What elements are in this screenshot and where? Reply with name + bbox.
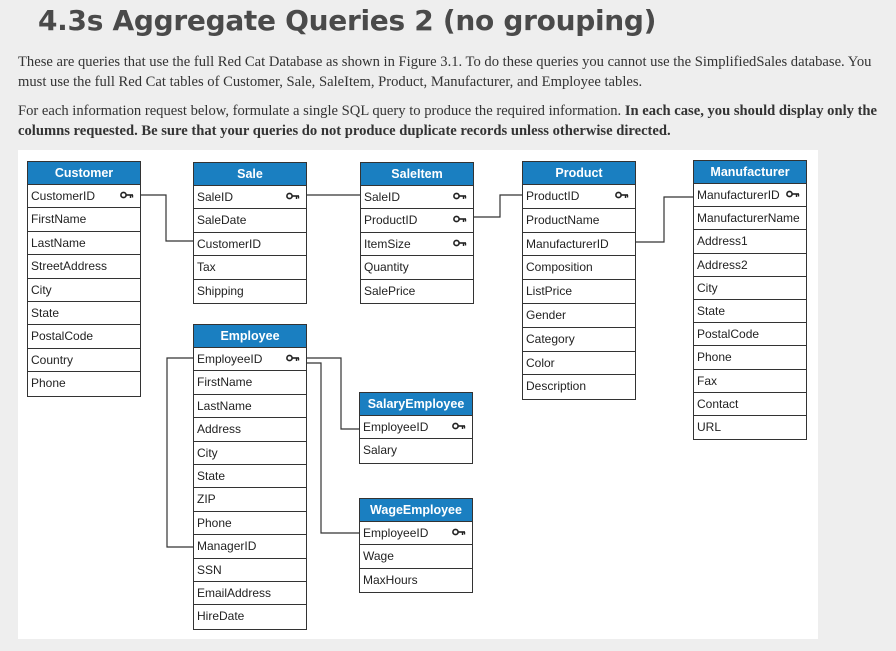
instructions-text: For each information request below, formulate a single SQL query to produce the required information. bbox=[18, 103, 625, 119]
field-name: Country bbox=[31, 352, 74, 367]
field-row bbox=[360, 416, 472, 439]
key-icon bbox=[120, 185, 134, 207]
field-name: ManufacturerID bbox=[526, 236, 609, 251]
field-name: SaleID bbox=[197, 190, 234, 204]
field-row bbox=[28, 255, 140, 278]
field-row bbox=[28, 208, 140, 231]
field-name: ManufacturerName bbox=[697, 211, 800, 226]
field-name: State bbox=[697, 303, 726, 318]
field-name: ZIP bbox=[197, 492, 216, 507]
field-name: URL bbox=[697, 419, 722, 434]
field-name: Color bbox=[526, 355, 555, 370]
table-manufacturer bbox=[693, 160, 807, 440]
field-row bbox=[28, 302, 140, 325]
key-icon bbox=[286, 186, 300, 208]
field-name: SaleDate bbox=[197, 213, 247, 228]
field-name: StreetAddress bbox=[31, 259, 108, 274]
field-name: Salary bbox=[363, 443, 398, 458]
table-customer bbox=[27, 161, 141, 397]
table-salaryemployee bbox=[359, 392, 473, 464]
table-header: WageEmployee bbox=[360, 499, 472, 522]
field-row bbox=[28, 349, 140, 372]
field-name: SSN bbox=[197, 562, 222, 577]
field-row bbox=[694, 207, 806, 230]
field-row bbox=[194, 488, 306, 511]
field-name: Category bbox=[526, 331, 575, 346]
field-row bbox=[523, 185, 635, 209]
field-name: Phone bbox=[31, 376, 66, 391]
field-row bbox=[694, 416, 806, 439]
field-name: Phone bbox=[197, 515, 232, 530]
field-name: ListPrice bbox=[526, 284, 573, 299]
field-row bbox=[194, 371, 306, 394]
field-name: State bbox=[31, 305, 60, 320]
field-row bbox=[360, 569, 472, 592]
field-row bbox=[194, 418, 306, 441]
field-name: EmployeeID bbox=[197, 352, 263, 366]
field-row bbox=[194, 512, 306, 535]
field-name: Composition bbox=[526, 260, 593, 275]
field-row bbox=[523, 209, 635, 233]
table-header: Employee bbox=[194, 325, 306, 348]
rel-employee-salary bbox=[307, 358, 359, 429]
field-row bbox=[360, 522, 472, 545]
field-row bbox=[694, 230, 806, 253]
field-name: Quantity bbox=[364, 260, 409, 275]
field-name: Gender bbox=[526, 307, 567, 322]
field-row bbox=[360, 439, 472, 462]
field-name: Description bbox=[526, 379, 587, 394]
instructions-paragraph bbox=[18, 101, 886, 141]
rel-customer-sale bbox=[141, 195, 194, 241]
field-row bbox=[694, 277, 806, 300]
field-name: City bbox=[697, 280, 718, 295]
field-row bbox=[28, 232, 140, 255]
field-row bbox=[194, 465, 306, 488]
field-row bbox=[523, 352, 635, 376]
field-row bbox=[194, 256, 306, 279]
field-name: SaleID bbox=[364, 190, 401, 204]
table-wageemployee bbox=[359, 498, 473, 593]
field-name: State bbox=[197, 468, 226, 483]
instructions-emphasis: In each case, you should display only the columns requested. Be sure that your queries do not produce duplicate records unless otherwise directed. bbox=[18, 103, 878, 139]
field-row bbox=[361, 280, 473, 303]
field-name: FirstName bbox=[197, 375, 253, 390]
page-title: 4.3s Aggregate Queries 2 (no grouping) bbox=[38, 4, 657, 37]
key-icon bbox=[786, 184, 800, 206]
field-name: Contact bbox=[697, 396, 739, 411]
field-name: City bbox=[197, 445, 218, 460]
field-row bbox=[194, 605, 306, 628]
field-row bbox=[361, 209, 473, 232]
field-row bbox=[360, 545, 472, 568]
field-row bbox=[194, 186, 306, 209]
table-header: Product bbox=[523, 162, 635, 185]
field-row bbox=[523, 328, 635, 352]
key-icon bbox=[286, 348, 300, 370]
field-row bbox=[28, 279, 140, 302]
field-row bbox=[194, 582, 306, 605]
field-row bbox=[694, 254, 806, 277]
field-row bbox=[194, 209, 306, 232]
field-row bbox=[194, 280, 306, 303]
field-row bbox=[694, 346, 806, 369]
field-row bbox=[28, 325, 140, 348]
field-row bbox=[361, 256, 473, 279]
field-name: EmployeeID bbox=[363, 420, 429, 434]
field-row bbox=[523, 256, 635, 280]
rel-employee-manager bbox=[167, 358, 194, 547]
field-row bbox=[361, 233, 473, 256]
field-name: Phone bbox=[697, 350, 732, 365]
field-row bbox=[194, 233, 306, 256]
field-name: City bbox=[31, 282, 52, 297]
field-name: CustomerID bbox=[31, 189, 96, 203]
erd-diagram bbox=[18, 150, 818, 639]
rel-saleitem-product bbox=[474, 195, 522, 217]
key-icon bbox=[452, 416, 466, 438]
field-row bbox=[523, 304, 635, 328]
field-name: CustomerID bbox=[197, 236, 262, 251]
key-icon bbox=[615, 185, 629, 208]
field-row bbox=[694, 323, 806, 346]
field-name: Wage bbox=[363, 549, 394, 564]
table-header: Manufacturer bbox=[694, 161, 806, 184]
key-icon bbox=[453, 233, 467, 255]
field-row bbox=[361, 186, 473, 209]
key-icon bbox=[452, 522, 466, 544]
field-name: HireDate bbox=[197, 609, 245, 624]
field-name: ManufacturerID bbox=[697, 188, 780, 202]
field-row bbox=[194, 559, 306, 582]
field-name: ProductID bbox=[364, 213, 418, 228]
table-product bbox=[522, 161, 636, 400]
table-header: SaleItem bbox=[361, 163, 473, 186]
field-name: ManagerID bbox=[197, 539, 257, 554]
field-row bbox=[194, 535, 306, 558]
field-name: Tax bbox=[197, 260, 216, 275]
field-name: EmailAddress bbox=[197, 585, 272, 600]
field-row bbox=[523, 280, 635, 304]
field-name: Shipping bbox=[197, 283, 244, 298]
intro-paragraph: These are queries that use the full Red Cat Database as shown in Figure 3.1. To do these queries you cannot use the SimplifiedSales database. You must use the full Red Cat tables of Customer, Sale, SaleItem, Product, Manufacturer, and Employee tables. bbox=[18, 54, 872, 90]
table-header: Sale bbox=[194, 163, 306, 186]
field-name: EmployeeID bbox=[363, 526, 429, 540]
field-name: ItemSize bbox=[364, 236, 411, 251]
table-employee bbox=[193, 324, 307, 630]
field-name: Address1 bbox=[697, 234, 748, 249]
field-row bbox=[523, 375, 635, 399]
table-saleitem bbox=[360, 162, 474, 304]
field-name: LastName bbox=[31, 235, 86, 250]
field-row bbox=[28, 372, 140, 395]
field-name: ProductName bbox=[526, 212, 600, 227]
field-row bbox=[28, 185, 140, 208]
field-name: Address2 bbox=[697, 257, 748, 272]
field-row bbox=[523, 233, 635, 257]
field-name: SalePrice bbox=[364, 283, 416, 298]
field-row bbox=[194, 442, 306, 465]
table-header: Customer bbox=[28, 162, 140, 185]
key-icon bbox=[453, 186, 467, 208]
rel-employee-wage bbox=[307, 363, 359, 533]
field-name: PostalCode bbox=[31, 329, 94, 344]
key-icon bbox=[453, 209, 467, 231]
rel-product-manufacturer bbox=[636, 197, 694, 242]
field-row bbox=[194, 395, 306, 418]
field-row bbox=[694, 300, 806, 323]
field-row bbox=[694, 184, 806, 207]
table-sale bbox=[193, 162, 307, 304]
table-header: SalaryEmployee bbox=[360, 393, 472, 416]
field-name: FirstName bbox=[31, 212, 87, 227]
field-name: LastName bbox=[197, 398, 252, 413]
field-name: Fax bbox=[697, 373, 718, 388]
field-name: ProductID bbox=[526, 189, 580, 203]
field-name: Address bbox=[197, 422, 242, 437]
field-row bbox=[694, 370, 806, 393]
field-row bbox=[194, 348, 306, 371]
field-row bbox=[694, 393, 806, 416]
field-name: MaxHours bbox=[363, 572, 418, 587]
field-name: PostalCode bbox=[697, 327, 760, 342]
